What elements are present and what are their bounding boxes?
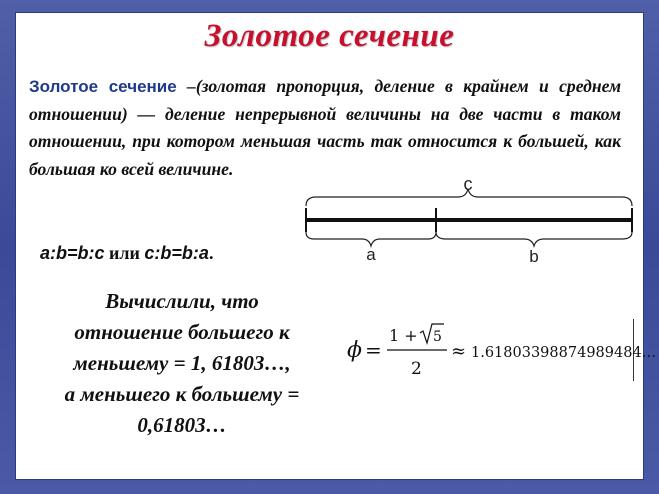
proportion-formula [40,243,213,264]
formula-numerator: 1 + [389,326,418,345]
formula-sqrt-arg: 5 [433,329,442,345]
brace-large [436,232,632,246]
prop-colon4: : [192,243,199,263]
computed-line-2: отношение большего к [74,320,290,344]
prop-b3: b [160,243,172,263]
definition-text: –(золотая пропорция, деление в крайнем и среднем отношении) — деление непрерывной величины на две части в таком отношении, при котором меньшая часть так относится к большей, как большая ко всей величине. [29,76,622,179]
computed-line-4: а меньшего к большему = [64,382,300,406]
computed-line-5: 0,61803… [137,413,227,437]
formula-value: 1.61803398874989484… [471,345,657,361]
prop-colon1: : [50,243,57,263]
prop-or: или [104,243,145,263]
definition-term: Золотое сечение [29,77,177,96]
prop-a2: a [198,243,209,263]
computed-line-3: меньшему = 1, 61803…, [73,351,291,375]
prop-colon3: : [154,243,161,263]
prop-b1: b [56,243,68,263]
slide-title: Золотое сечение [204,18,455,54]
label-small: a [366,245,376,264]
segment-diagram [300,176,640,264]
formula-denominator: 2 [411,359,422,379]
formula-approx: ≈ [451,341,467,362]
computed-text [24,286,340,441]
label-large: b [529,247,539,266]
definition-paragraph [29,73,621,183]
prop-c1: c [94,243,105,263]
prop-eq1: = [67,243,78,263]
golden-ratio-formula [343,319,657,381]
prop-colon2: : [88,243,95,263]
prop-b2: b [77,243,89,263]
formula-equals: = [365,338,382,362]
prop-a1: a [40,243,51,263]
formula-phi: ϕ [347,338,362,363]
computed-line-1: Вычислили, что [105,289,259,313]
prop-eq2: = [171,243,182,263]
prop-end: . [208,243,214,263]
brace-small [306,232,436,246]
prop-c2: c [144,243,155,263]
prop-b4: b [181,243,193,263]
label-whole: c [463,174,473,194]
